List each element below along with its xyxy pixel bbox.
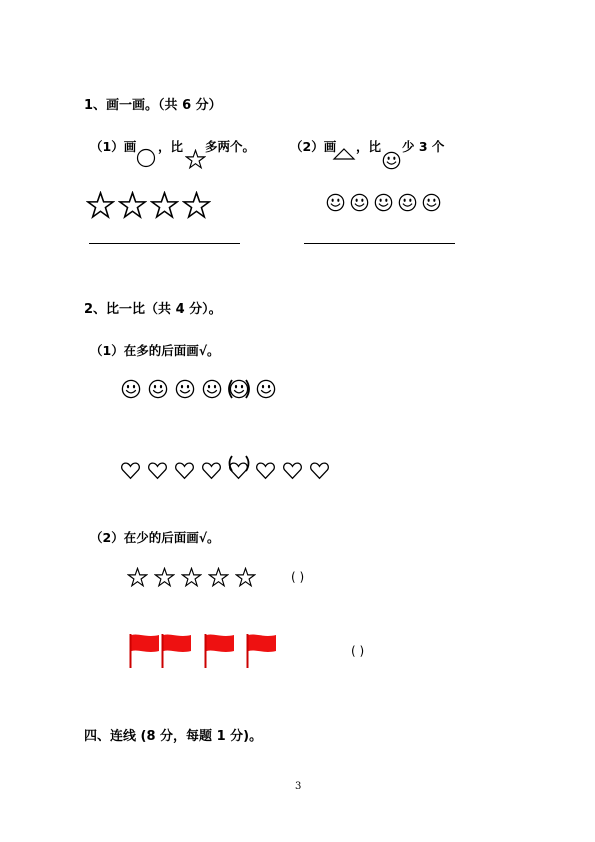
smiley-icon — [350, 193, 369, 212]
star-icon — [150, 191, 179, 220]
star-icon — [86, 191, 115, 220]
smiley-icon — [175, 379, 195, 399]
page-number: 3 — [295, 781, 302, 792]
smiley-icon — [382, 151, 401, 170]
star-icon — [154, 567, 175, 588]
section1-q1-suffix: 多两个。 — [205, 139, 256, 154]
heart-icon — [255, 461, 276, 480]
section2-q2-label: （2）在少的后面画√。 — [90, 530, 220, 545]
section1-q2-mid: ，比 — [356, 139, 382, 154]
smiley-icon — [326, 193, 345, 212]
section1-q2-prefix: （2）画 — [290, 139, 337, 154]
answer-blank-flags[interactable]: ( ) — [351, 644, 365, 658]
star-icon — [235, 567, 256, 588]
smiley-icon — [422, 193, 441, 212]
star-icon — [127, 567, 148, 588]
smiley-icon — [256, 379, 276, 399]
answer-line[interactable] — [304, 243, 455, 244]
heart-icon — [174, 461, 195, 480]
smiley-icon — [121, 379, 141, 399]
section4-title: 四、连线 (8 分，每题 1 分)。 — [84, 729, 263, 744]
heart-icon — [201, 461, 222, 480]
bracket-mark — [226, 378, 252, 400]
star-icon — [185, 149, 206, 170]
section2-q1-label: （1）在多的后面画√。 — [90, 343, 220, 358]
heart-icon — [282, 461, 303, 480]
section1-q2-suffix: 少 3 个 — [402, 139, 445, 154]
circle-icon — [136, 148, 156, 168]
smiley-icon — [202, 379, 222, 399]
heart-icon — [120, 461, 141, 480]
bracket-mark — [226, 454, 252, 474]
flag-icon — [246, 633, 278, 669]
section2-title: 2、比一比（共 4 分）。 — [84, 302, 222, 317]
section1-q1-prefix: （1）画 — [90, 139, 137, 154]
smiley-icon — [398, 193, 417, 212]
star-icon — [208, 567, 229, 588]
star-icon — [181, 567, 202, 588]
answer-blank-stars[interactable]: ( ) — [291, 570, 305, 584]
triangle-icon — [333, 148, 355, 160]
section1-title: 1、画一画。（共 6 分） — [84, 98, 222, 113]
answer-line[interactable] — [89, 243, 240, 244]
section1-q1-mid: ，比 — [158, 139, 184, 154]
flag-icon — [129, 633, 161, 669]
heart-icon — [147, 461, 168, 480]
star-icon — [118, 191, 147, 220]
smiley-icon — [374, 193, 393, 212]
smiley-icon — [148, 379, 168, 399]
star-icon — [182, 191, 211, 220]
flag-icon — [204, 633, 236, 669]
heart-icon — [309, 461, 330, 480]
flag-icon — [161, 633, 193, 669]
